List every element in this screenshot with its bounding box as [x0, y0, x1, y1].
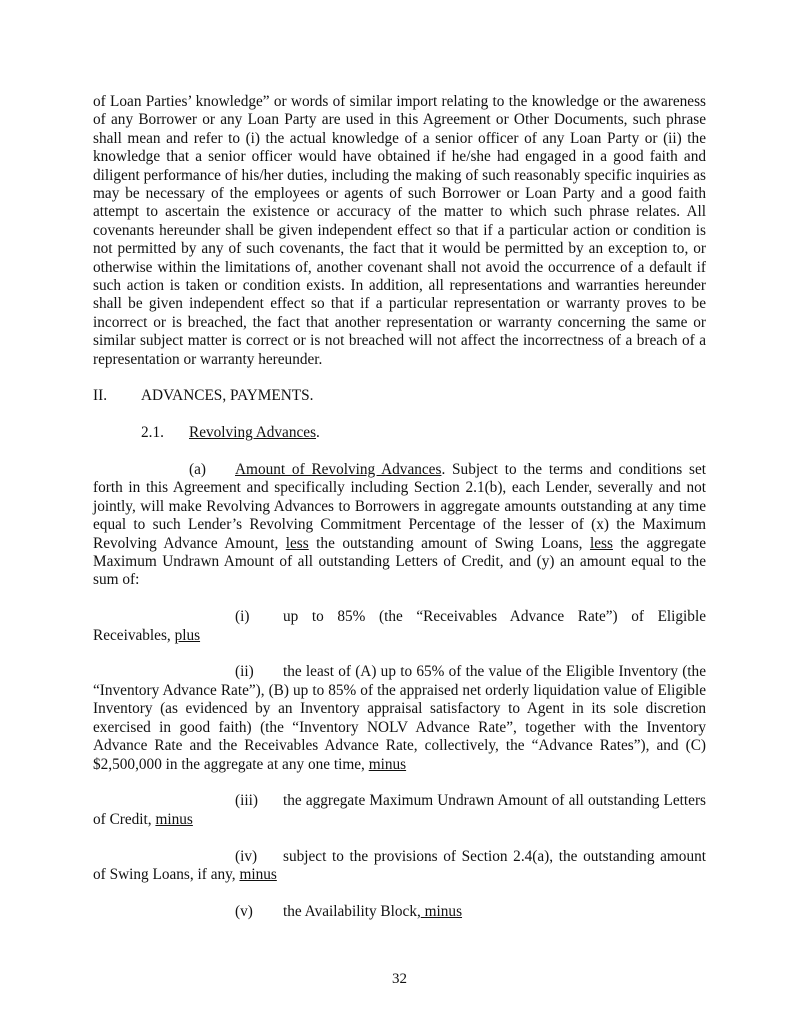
subsection-a-text-3: the aggregate Maximum Undrawn Amount of all outstanding Letters of Credit, and (y) an amount equal to the sum of: — [93, 534, 706, 589]
list-item-ii — [93, 663, 706, 773]
article-heading — [93, 387, 706, 405]
list-item-text: subject to the provisions of Section 2.4(a), the outstanding amount of Swing Loans, if any, — [93, 847, 706, 883]
list-item-connector: plus — [174, 626, 201, 644]
section-title-suffix: . — [316, 424, 320, 442]
list-item-text: the Availability Block, — [283, 902, 421, 920]
list-item-text: the aggregate Maximum Undrawn Amount of all outstanding Letters of Credit, — [93, 792, 706, 828]
subsection-a-title-suffix: . — [441, 461, 446, 479]
list-item-connector: minus — [368, 755, 407, 773]
list-item-iii — [93, 792, 706, 829]
list-item-connector: minus — [239, 865, 277, 883]
opening-paragraph: of Loan Parties’ knowledge” or words of similar import relating to the knowledge or the awareness of any Borrower or any Loan Party are used in this Agreement or Other Documents, such phrase shall mean and refer to (i) the actual knowledge of a senior officer of any Loan Party or (ii) the knowledge that a senior officer would have obtained if he/she had engaged in a good faith and diligent performance of his/her duties, including the making of such reasonably specific inquiries as may be necessary of the employees or agents of such Borrower or Loan Party and a good faith attempt to ascertain the existence or accuracy of the matter to which such phrase relates. All covenants hereunder shall be given independent effect so that if a particular action or condition is not permitted by any of such covenants, the fact that it would be permitted by an exception to, or otherwise within the limitations of, another covenant shall not avoid the occurrence of a default if such action is taken or condition exists. In addition, all representations and warranties hereunder shall be given independent effect so that if a particular representation or warranty proves to be incorrect or is breached, the fact that another representation or warranty concerning the same or similar subject matter is correct or is not breached will not affect the incorrectness of a breach of a representation or warranty hereunder. — [93, 93, 706, 368]
list-item-label: (iv) — [235, 847, 258, 865]
list-item-text: the least of (A) up to 65% of the value of the Eligible Inventory (the “Inventory Advance Rate”), (B) up to 85% of the appraised net orderly liquidation value of Eligible Inventory (as evidenced by an Inventory appraisal satisfactory to Agent in its sole discretion exercised in good faith) (the “Inventory NOLV Advance Rate”, together with the Inventory Advance Rate and the Receivables Advance Rate, collectively, the “Advance Rates”), and (C) $2,500,000 in the aggregate at any one time, — [93, 663, 706, 773]
section-heading — [93, 424, 706, 442]
list-item-label: (iii) — [235, 792, 258, 810]
subsection-a-title: Amount of Revolving Advances — [235, 461, 442, 479]
less-term-2: less — [589, 534, 613, 552]
list-item-i — [93, 608, 706, 645]
article-title: ADVANCES, PAYMENTS. — [141, 387, 314, 405]
list-item-label: (i) — [235, 608, 250, 626]
list-item-label: (ii) — [235, 663, 254, 681]
section-number: 2.1. — [141, 424, 164, 442]
list-item-v — [93, 903, 706, 921]
section-title: Revolving Advances — [189, 424, 317, 442]
subsection-a-label: (a) — [189, 461, 206, 479]
list-item-text: up to 85% (the “Receivables Advance Rate”) of Eligible Receivables, — [93, 608, 706, 644]
page-number: 32 — [392, 971, 407, 987]
less-term-1: less — [285, 534, 309, 552]
document-page — [93, 93, 706, 940]
section-title-wrap — [189, 424, 320, 442]
list-item-iv — [93, 848, 706, 885]
subsection-a-paragraph — [93, 461, 706, 590]
list-item-connector: minus — [420, 902, 463, 920]
subsection-a-text-1: Subject to the terms and conditions set forth in this Agreement and specifically including Section 2.1(b), each Lender, severally and not jointly, will make Revolving Advances to Borrowers in aggregate amounts outstanding at any time equal to such Lender’s Revolving Commitment Percentage of the lesser of (x) the Maximum Revolving Advance Amount, — [93, 461, 706, 552]
subsection-a-text-2: the outstanding amount of Swing Loans, — [308, 534, 590, 552]
list-item-label: (v) — [235, 902, 253, 920]
article-number: II. — [93, 387, 108, 405]
list-item-connector: minus — [155, 810, 193, 828]
